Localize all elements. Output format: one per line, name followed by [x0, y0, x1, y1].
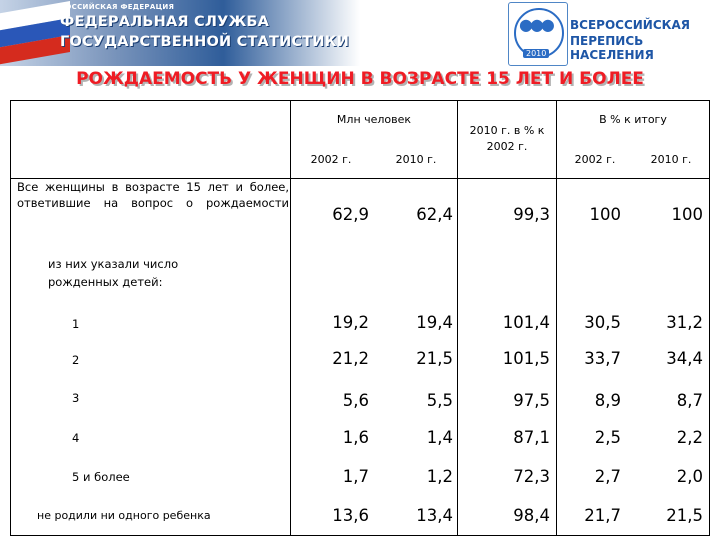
header-millions: Млн человек: [336, 113, 412, 126]
census-title-line1: ВСЕРОССИЙСКАЯ: [570, 18, 690, 32]
census-title-line2: ПЕРЕПИСЬ НАСЕЛЕНИЯ: [570, 34, 654, 62]
cell-p2002: 100: [589, 205, 621, 224]
cell-m2010: 5,5: [426, 391, 453, 410]
org-name-line2: ГОСУДАРСТВЕННОЙ СТАТИСТИКИ: [60, 34, 350, 50]
cell-ratio: 98,4: [513, 506, 550, 525]
cell-p2010: 34,4: [666, 349, 703, 368]
subheader-2002: 2002 г.: [574, 153, 616, 166]
org-name-line1: ФЕДЕРАЛЬНАЯ СЛУЖБА: [60, 14, 270, 30]
cell-ratio: 72,3: [513, 467, 550, 486]
data-table: [10, 100, 710, 536]
cell-m2010: 13,4: [416, 506, 453, 525]
row-label-3: 3: [72, 391, 80, 405]
cell-m2002: 62,9: [332, 205, 369, 224]
cell-m2002: 1,7: [342, 467, 369, 486]
cell-m2010: 1,4: [426, 428, 453, 447]
cell-m2010: 19,4: [416, 313, 453, 332]
header-percent-total: В % к итогу: [599, 113, 667, 126]
cell-p2002: 30,5: [584, 313, 621, 332]
row-label-1: 1: [72, 317, 80, 331]
cell-m2002: 21,2: [332, 349, 369, 368]
cell-p2010: 2,0: [676, 467, 703, 486]
header-ratio: 2010 г. в % к 2002 г.: [469, 124, 545, 153]
header-banner: [0, 0, 720, 66]
page-title: РОЖДАЕМОСТЬ У ЖЕНЩИН В ВОЗРАСТЕ 15 ЛЕТ И БОЛЕЕ: [76, 69, 644, 89]
row-label-all-women: Все женщины в возрасте 15 лет и более, ответившие на вопрос о рождаемости: [17, 180, 289, 210]
cell-ratio: 101,5: [502, 349, 550, 368]
cell-p2010: 8,7: [676, 391, 703, 410]
subheader-2010: 2010 г.: [650, 153, 692, 166]
org-country: РОССИЙСКАЯ ФЕДЕРАЦИЯ: [60, 3, 175, 11]
cell-p2002: 21,7: [584, 506, 621, 525]
cell-m2010: 21,5: [416, 349, 453, 368]
census-year: 2010: [523, 49, 549, 58]
cell-m2010: 62,4: [416, 205, 453, 224]
cell-m2002: 1,6: [342, 428, 369, 447]
cell-p2010: 2,2: [676, 428, 703, 447]
cell-p2010: 21,5: [666, 506, 703, 525]
census-logo: [508, 2, 718, 66]
cell-m2010: 1,2: [426, 467, 453, 486]
cell-m2002: 5,6: [342, 391, 369, 410]
cell-ratio: 99,3: [513, 205, 550, 224]
subheader-2002: 2002 г.: [310, 153, 352, 166]
cell-m2002: 13,6: [332, 506, 369, 525]
cell-p2010: 100: [671, 205, 703, 224]
cell-p2002: 2,7: [594, 467, 621, 486]
census-emblem-icon: ●●● 2010: [508, 2, 568, 66]
cell-p2002: 2,5: [594, 428, 621, 447]
row-label-4: 4: [72, 431, 80, 445]
cell-p2010: 31,2: [666, 313, 703, 332]
cell-ratio: 97,5: [513, 391, 550, 410]
rosstat-banner: [0, 0, 360, 66]
row-label-2: 2: [72, 353, 80, 367]
subheader-2010: 2010 г.: [395, 153, 437, 166]
row-label-subheading: из них указали число рожденных детей:: [48, 257, 179, 289]
row-label-5-plus: 5 и более: [72, 470, 130, 484]
cell-ratio: 101,4: [502, 313, 550, 332]
cell-p2002: 8,9: [594, 391, 621, 410]
cell-p2002: 33,7: [584, 349, 621, 368]
row-label-no-children: не родили ни одного ребенка: [37, 509, 211, 522]
cell-m2002: 19,2: [332, 313, 369, 332]
cell-ratio: 87,1: [513, 428, 550, 447]
